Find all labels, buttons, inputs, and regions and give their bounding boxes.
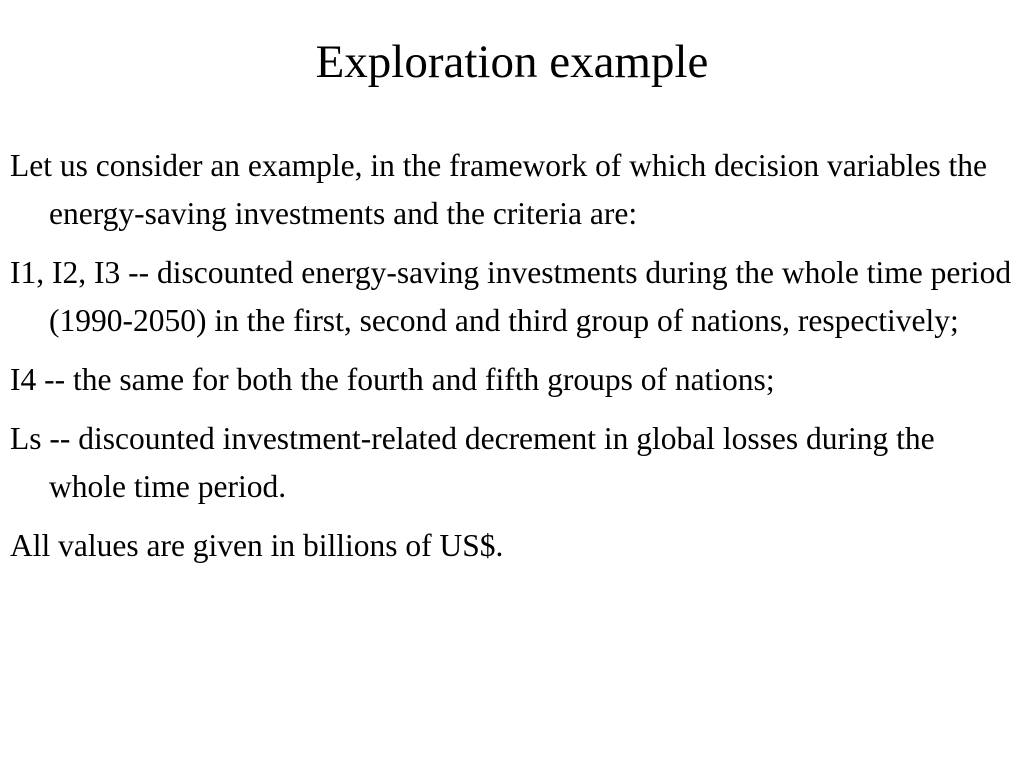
slide-title: Exploration example — [315, 36, 709, 88]
paragraph-intro: Let us consider an example, in the framework of which decision variables the energy-saving investments and the criteria are: — [10, 148, 988, 231]
slide-body — [10, 142, 1014, 581]
paragraph-ls: Ls -- discounted investment-related decrement in global losses during the whole time period. — [10, 421, 935, 504]
paragraph-units: All values are given in billions of US$. — [10, 528, 504, 563]
paragraph-i1-i2-i3: I1, I2, I3 -- discounted energy-saving investments during the whole time period (1990-2050) in the first, second and third group of nations, respectively; — [10, 255, 1012, 338]
paragraph-i4: I4 -- the same for both the fourth and fifth groups of nations; — [10, 362, 775, 397]
